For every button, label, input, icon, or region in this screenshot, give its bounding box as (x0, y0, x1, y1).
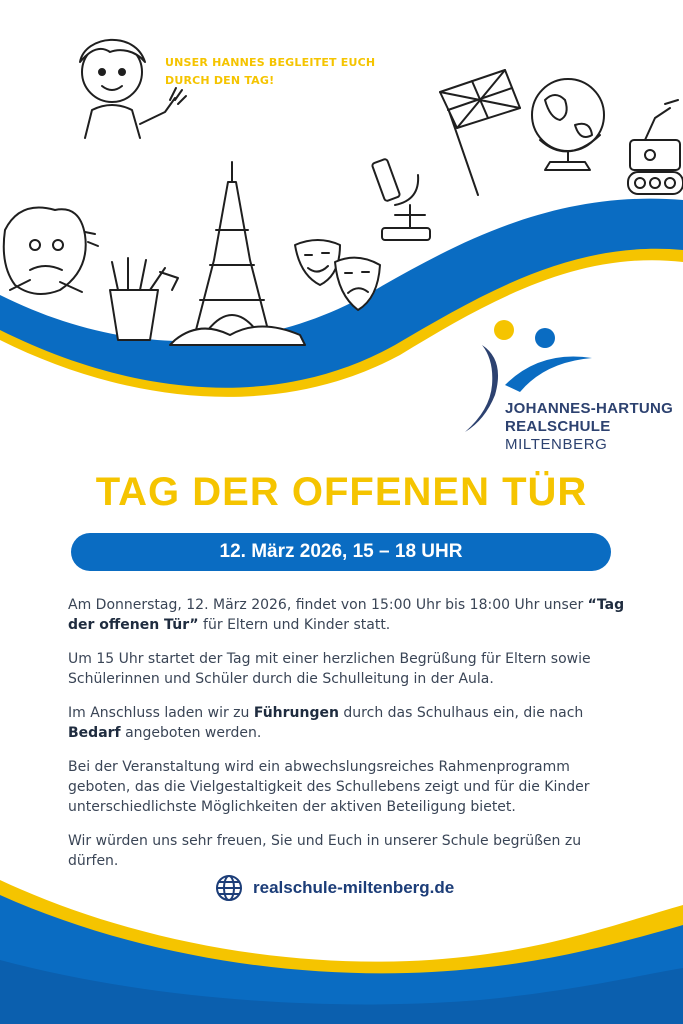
mascot-caption-line2: DURCH DEN TAG! (165, 74, 275, 87)
body-text (68, 595, 628, 885)
date-banner (71, 533, 611, 571)
logo-line2: REALSCHULE (505, 418, 611, 435)
mascot-caption-line1: UNSER HANNES BEGLEITET EUCH (165, 56, 376, 69)
website-link[interactable] (215, 874, 454, 902)
paragraph-5: Wir würden uns sehr freuen, Sie und Euch in unserer Schule begrüßen zu dürfen. (68, 833, 582, 869)
page-title: TAG DER OFFENEN TÜR (95, 470, 588, 514)
school-logo-text (505, 400, 673, 454)
school-logo-icon (0, 0, 683, 440)
globe-web-icon (215, 874, 243, 902)
paragraph-3: Im Anschluss laden wir zu Führungen durch das Schulhaus ein, die nach Bedarf angeboten werden. (68, 705, 584, 741)
logo-line1: JOHANNES-HARTUNG (505, 400, 674, 417)
date-banner-text: 12. März 2026, 15 – 18 UHR (219, 541, 463, 562)
logo-line3: MILTENBERG (505, 436, 608, 453)
paragraph-1: Am Donnerstag, 12. März 2026, findet von 15:00 Uhr bis 18:00 Uhr unser “Tag der offenen Tür” für Eltern und Kinder statt. (68, 597, 625, 633)
paragraph-4: Bei der Veranstaltung wird ein abwechslungsreiches Rahmenprogramm geboten, das die Vielgestaltigkeit des Schullebens zeigt und für die Kinder unterschiedlichste Möglichkeiten der aktiven Beteiligung bietet. (68, 759, 590, 815)
paragraph-2: Um 15 Uhr startet der Tag mit einer herzlichen Begrüßung für Eltern sowie Schülerinnen und Schüler durch die Schulleitung in der Aula. (68, 651, 591, 687)
website-url[interactable]: realschule-miltenberg.de (253, 878, 455, 897)
